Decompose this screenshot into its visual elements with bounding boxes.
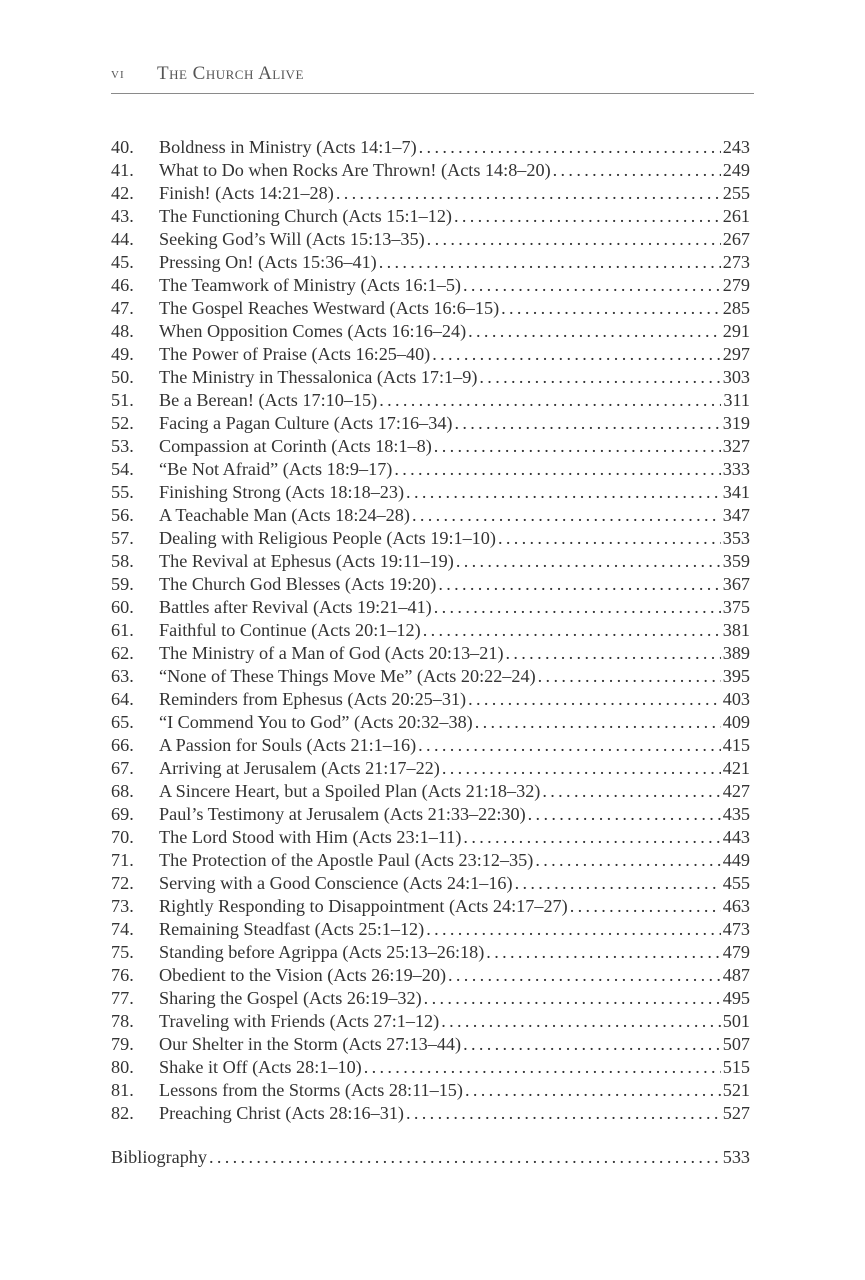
chapter-title: A Passion for Souls (Acts 21:1–16) bbox=[159, 735, 417, 755]
chapter-title: Finishing Strong (Acts 18:18–23) bbox=[159, 482, 405, 502]
page-number: 297 bbox=[722, 344, 750, 364]
chapter-number: 63. bbox=[111, 666, 134, 686]
toc-entry[interactable] bbox=[111, 320, 750, 343]
toc-entry[interactable] bbox=[111, 642, 750, 665]
chapter-number: 53. bbox=[111, 436, 134, 456]
toc-entry[interactable] bbox=[111, 941, 750, 964]
chapter-number: 55. bbox=[111, 482, 134, 502]
chapter-number: 51. bbox=[111, 390, 134, 410]
chapter-number: 52. bbox=[111, 413, 134, 433]
dot-leader bbox=[486, 941, 720, 964]
page-number: 311 bbox=[723, 390, 750, 410]
chapter-number: 65. bbox=[111, 712, 134, 732]
page-number: 375 bbox=[722, 597, 750, 617]
table-of-contents bbox=[111, 136, 750, 1169]
dot-leader bbox=[423, 619, 721, 642]
toc-entry[interactable] bbox=[111, 228, 750, 251]
toc-entry[interactable] bbox=[111, 274, 750, 297]
chapter-title: A Sincere Heart, but a Spoiled Plan (Acts 21:18–32) bbox=[159, 781, 541, 801]
page-number: 495 bbox=[722, 988, 750, 1008]
chapter-number: 40. bbox=[111, 137, 134, 157]
toc-entry[interactable] bbox=[111, 1079, 750, 1102]
dot-leader bbox=[434, 435, 721, 458]
chapter-title: The Functioning Church (Acts 15:1–12) bbox=[159, 206, 452, 226]
chapter-title: Rightly Responding to Disappointment (Acts 24:17–27) bbox=[159, 896, 568, 916]
chapter-title: The Ministry of a Man of God (Acts 20:13–21) bbox=[159, 643, 504, 663]
dot-leader bbox=[394, 458, 720, 481]
chapter-number: 82. bbox=[111, 1103, 134, 1123]
page-number: 381 bbox=[722, 620, 750, 640]
page-number: 273 bbox=[722, 252, 750, 272]
chapter-number: 69. bbox=[111, 804, 134, 824]
toc-entry[interactable] bbox=[111, 734, 750, 757]
toc-entry[interactable] bbox=[111, 711, 750, 734]
chapter-number: 46. bbox=[111, 275, 134, 295]
toc-entry[interactable] bbox=[111, 159, 750, 182]
page-number: 359 bbox=[722, 551, 750, 571]
dot-leader bbox=[379, 251, 721, 274]
page-number: 341 bbox=[722, 482, 750, 502]
chapter-title: Boldness in Ministry (Acts 14:1–7) bbox=[159, 137, 417, 157]
dot-leader bbox=[424, 987, 721, 1010]
page-number: 515 bbox=[722, 1057, 750, 1077]
page-number: 527 bbox=[722, 1103, 750, 1123]
chapter-number: 60. bbox=[111, 597, 134, 617]
dot-leader bbox=[456, 550, 721, 573]
dot-leader bbox=[442, 757, 721, 780]
dot-leader bbox=[475, 711, 721, 734]
toc-entry[interactable] bbox=[111, 573, 750, 596]
toc-entry[interactable] bbox=[111, 412, 750, 435]
page-number: 395 bbox=[722, 666, 750, 686]
chapter-title: “Be Not Afraid” (Acts 18:9–17) bbox=[159, 459, 393, 479]
dot-leader bbox=[454, 205, 721, 228]
chapter-title: The Church God Blesses (Acts 19:20) bbox=[159, 574, 437, 594]
chapter-number: 79. bbox=[111, 1034, 134, 1054]
running-title: The Church Alive bbox=[157, 63, 304, 84]
page-number: 285 bbox=[722, 298, 750, 318]
chapter-number: 58. bbox=[111, 551, 134, 571]
toc-entry[interactable] bbox=[111, 205, 750, 228]
chapter-title: Reminders from Ephesus (Acts 20:25–31) bbox=[159, 689, 467, 709]
chapter-title: What to Do when Rocks Are Thrown! (Acts 14:8–20) bbox=[159, 160, 551, 180]
page-number: 501 bbox=[722, 1011, 750, 1031]
chapter-number: 44. bbox=[111, 229, 134, 249]
toc-entry[interactable] bbox=[111, 343, 750, 366]
page-number: 521 bbox=[722, 1080, 750, 1100]
toc-entry[interactable] bbox=[111, 458, 750, 481]
dot-leader bbox=[434, 596, 721, 619]
page-number: 327 bbox=[722, 436, 750, 456]
dot-leader bbox=[463, 826, 720, 849]
dot-leader bbox=[432, 343, 720, 366]
dot-leader bbox=[515, 872, 721, 895]
chapter-title: Paul’s Testimony at Jerusalem (Acts 21:33–22:30) bbox=[159, 804, 526, 824]
page-number: 249 bbox=[722, 160, 750, 180]
page-number: 353 bbox=[722, 528, 750, 548]
chapter-number: 61. bbox=[111, 620, 134, 640]
chapter-title: Finish! (Acts 14:21–28) bbox=[159, 183, 334, 203]
page-number: 421 bbox=[722, 758, 750, 778]
chapter-title: Shake it Off (Acts 28:1–10) bbox=[159, 1057, 362, 1077]
chapter-number: 49. bbox=[111, 344, 134, 364]
page-number: 279 bbox=[722, 275, 750, 295]
chapter-number: 47. bbox=[111, 298, 134, 318]
chapter-title: Arriving at Jerusalem (Acts 21:17–22) bbox=[159, 758, 440, 778]
toc-entry[interactable] bbox=[111, 596, 750, 619]
dot-leader bbox=[438, 573, 720, 596]
dot-leader bbox=[427, 228, 721, 251]
toc-entry[interactable] bbox=[111, 895, 750, 918]
dot-leader bbox=[412, 504, 721, 527]
chapter-title: The Teamwork of Ministry (Acts 16:1–5) bbox=[159, 275, 461, 295]
toc-entry[interactable] bbox=[111, 504, 750, 527]
dot-leader bbox=[454, 412, 720, 435]
page-number: 267 bbox=[722, 229, 750, 249]
dot-leader bbox=[441, 1010, 721, 1033]
dot-leader bbox=[465, 1079, 721, 1102]
dot-leader bbox=[501, 297, 721, 320]
chapter-number: 71. bbox=[111, 850, 134, 870]
toc-entry[interactable] bbox=[111, 366, 750, 389]
toc-entry[interactable] bbox=[111, 182, 750, 205]
chapter-title: The Gospel Reaches Westward (Acts 16:6–15) bbox=[159, 298, 500, 318]
toc-entry[interactable] bbox=[111, 918, 750, 941]
dot-leader bbox=[448, 964, 721, 987]
dot-leader bbox=[463, 1033, 721, 1056]
chapter-title: The Revival at Ephesus (Acts 19:11–19) bbox=[159, 551, 454, 571]
dot-leader bbox=[479, 366, 720, 389]
page-number: 473 bbox=[722, 919, 750, 939]
chapter-number: 54. bbox=[111, 459, 134, 479]
chapter-number: 45. bbox=[111, 252, 134, 272]
toc-entry[interactable] bbox=[111, 389, 750, 412]
dot-leader bbox=[426, 918, 721, 941]
chapter-number: 67. bbox=[111, 758, 134, 778]
chapter-number: 81. bbox=[111, 1080, 134, 1100]
dot-leader bbox=[553, 159, 721, 182]
page-number: 303 bbox=[722, 367, 750, 387]
dot-leader bbox=[535, 849, 720, 872]
chapter-number: 62. bbox=[111, 643, 134, 663]
chapter-number: 48. bbox=[111, 321, 134, 341]
chapter-number: 59. bbox=[111, 574, 134, 594]
chapter-number: 70. bbox=[111, 827, 134, 847]
chapter-title: Seeking God’s Will (Acts 15:13–35) bbox=[159, 229, 425, 249]
chapter-number: 77. bbox=[111, 988, 134, 1008]
toc-entry[interactable] bbox=[111, 964, 750, 987]
chapter-number: 64. bbox=[111, 689, 134, 709]
page-number: 443 bbox=[722, 827, 750, 847]
chapter-title: When Opposition Comes (Acts 16:16–24) bbox=[159, 321, 467, 341]
chapter-number: 41. bbox=[111, 160, 134, 180]
chapter-title: Standing before Agrippa (Acts 25:13–26:18) bbox=[159, 942, 485, 962]
toc-entry[interactable] bbox=[111, 803, 750, 826]
toc-entry[interactable] bbox=[111, 1102, 750, 1125]
page-number: 367 bbox=[722, 574, 750, 594]
chapter-title: A Teachable Man (Acts 18:24–28) bbox=[159, 505, 410, 525]
chapter-number: 66. bbox=[111, 735, 134, 755]
chapter-number: 57. bbox=[111, 528, 134, 548]
dot-leader bbox=[498, 527, 721, 550]
chapter-number: 56. bbox=[111, 505, 134, 525]
chapter-number: 73. bbox=[111, 896, 134, 916]
chapter-title: Dealing with Religious People (Acts 19:1–10) bbox=[159, 528, 496, 548]
page-number: 479 bbox=[722, 942, 750, 962]
toc-entry[interactable] bbox=[111, 780, 750, 803]
page-number: 291 bbox=[722, 321, 750, 341]
toc-entry[interactable] bbox=[111, 987, 750, 1010]
chapter-title: Compassion at Corinth (Acts 18:1–8) bbox=[159, 436, 432, 456]
chapter-title: Our Shelter in the Storm (Acts 27:13–44) bbox=[159, 1034, 462, 1054]
page-number: 427 bbox=[722, 781, 750, 801]
dot-leader bbox=[364, 1056, 721, 1079]
chapter-title: Pressing On! (Acts 15:36–41) bbox=[159, 252, 377, 272]
toc-entry[interactable] bbox=[111, 1056, 750, 1079]
toc-entry[interactable] bbox=[111, 665, 750, 688]
dot-leader bbox=[463, 274, 721, 297]
page-number: 435 bbox=[722, 804, 750, 824]
chapter-title: The Power of Praise (Acts 16:25–40) bbox=[159, 344, 431, 364]
page-number: 255 bbox=[722, 183, 750, 203]
chapter-title: The Ministry in Thessalonica (Acts 17:1–9) bbox=[159, 367, 478, 387]
chapter-number: 43. bbox=[111, 206, 134, 226]
chapter-title: Battles after Revival (Acts 19:21–41) bbox=[159, 597, 432, 617]
toc-entry[interactable] bbox=[111, 849, 750, 872]
chapter-title: Traveling with Friends (Acts 27:1–12) bbox=[159, 1011, 440, 1031]
chapter-title: Lessons from the Storms (Acts 28:11–15) bbox=[159, 1080, 463, 1100]
page-number: 449 bbox=[722, 850, 750, 870]
chapter-title: Serving with a Good Conscience (Acts 24:1–16) bbox=[159, 873, 513, 893]
chapter-title: “None of These Things Move Me” (Acts 20:22–24) bbox=[159, 666, 536, 686]
dot-leader bbox=[542, 780, 720, 803]
chapter-number: 75. bbox=[111, 942, 134, 962]
toc-entry[interactable] bbox=[111, 251, 750, 274]
toc-entry[interactable] bbox=[111, 297, 750, 320]
chapter-number: 42. bbox=[111, 183, 134, 203]
toc-entry[interactable] bbox=[111, 481, 750, 504]
chapter-title: Sharing the Gospel (Acts 26:19–32) bbox=[159, 988, 422, 1008]
page-number: 261 bbox=[722, 206, 750, 226]
dot-leader bbox=[336, 182, 721, 205]
chapter-title: Remaining Steadfast (Acts 25:1–12) bbox=[159, 919, 425, 939]
dot-leader bbox=[570, 895, 721, 918]
running-header bbox=[111, 63, 754, 94]
dot-leader bbox=[379, 389, 721, 412]
toc-entry[interactable] bbox=[111, 550, 750, 573]
page-number: 507 bbox=[722, 1034, 750, 1054]
toc-entry[interactable] bbox=[111, 527, 750, 550]
chapter-number: 50. bbox=[111, 367, 134, 387]
dot-leader bbox=[468, 688, 721, 711]
toc-entry[interactable] bbox=[111, 1010, 750, 1033]
page-number: 415 bbox=[722, 735, 750, 755]
chapter-number: 74. bbox=[111, 919, 134, 939]
chapter-title: “I Commend You to God” (Acts 20:32–38) bbox=[159, 712, 473, 732]
dot-leader bbox=[538, 665, 721, 688]
dot-leader bbox=[419, 136, 721, 159]
dot-leader bbox=[406, 1102, 721, 1125]
chapter-title: Preaching Christ (Acts 28:16–31) bbox=[159, 1103, 404, 1123]
toc-entry[interactable] bbox=[111, 872, 750, 895]
chapter-title: Be a Berean! (Acts 17:10–15) bbox=[159, 390, 378, 410]
chapter-title: The Protection of the Apostle Paul (Acts 23:12–35) bbox=[159, 850, 534, 870]
chapter-title: Obedient to the Vision (Acts 26:19–20) bbox=[159, 965, 447, 985]
page-number: 533 bbox=[722, 1147, 750, 1167]
toc-entry[interactable] bbox=[111, 757, 750, 780]
chapter-title: Faithful to Continue (Acts 20:1–12) bbox=[159, 620, 421, 640]
chapter-number: 68. bbox=[111, 781, 134, 801]
chapter-number: 76. bbox=[111, 965, 134, 985]
dot-leader bbox=[406, 481, 721, 504]
chapter-title: The Lord Stood with Him (Acts 23:1–11) bbox=[159, 827, 462, 847]
page-number: 347 bbox=[722, 505, 750, 525]
toc-entry-bibliography[interactable] bbox=[111, 1146, 750, 1169]
dot-leader bbox=[209, 1146, 721, 1169]
page-number: 455 bbox=[722, 873, 750, 893]
page-number: 333 bbox=[722, 459, 750, 479]
dot-leader bbox=[418, 734, 721, 757]
chapter-number: 72. bbox=[111, 873, 134, 893]
chapter-number: 80. bbox=[111, 1057, 134, 1077]
dot-leader bbox=[506, 642, 721, 665]
page-number: 463 bbox=[722, 896, 750, 916]
dot-leader bbox=[468, 320, 721, 343]
chapter-title: Facing a Pagan Culture (Acts 17:16–34) bbox=[159, 413, 453, 433]
toc-entry[interactable] bbox=[111, 435, 750, 458]
toc-entry[interactable] bbox=[111, 688, 750, 711]
toc-entry[interactable] bbox=[111, 826, 750, 849]
dot-leader bbox=[528, 803, 721, 826]
page-number: 319 bbox=[722, 413, 750, 433]
toc-entry[interactable] bbox=[111, 619, 750, 642]
page-folio: vi bbox=[111, 65, 125, 82]
toc-entry[interactable] bbox=[111, 136, 750, 159]
chapter-number: 78. bbox=[111, 1011, 134, 1031]
toc-entry[interactable] bbox=[111, 1033, 750, 1056]
page-number: 487 bbox=[722, 965, 750, 985]
page-number: 243 bbox=[722, 137, 750, 157]
page-number: 409 bbox=[722, 712, 750, 732]
bibliography-title: Bibliography bbox=[111, 1147, 207, 1167]
page-number: 403 bbox=[722, 689, 750, 709]
page-number: 389 bbox=[722, 643, 750, 663]
